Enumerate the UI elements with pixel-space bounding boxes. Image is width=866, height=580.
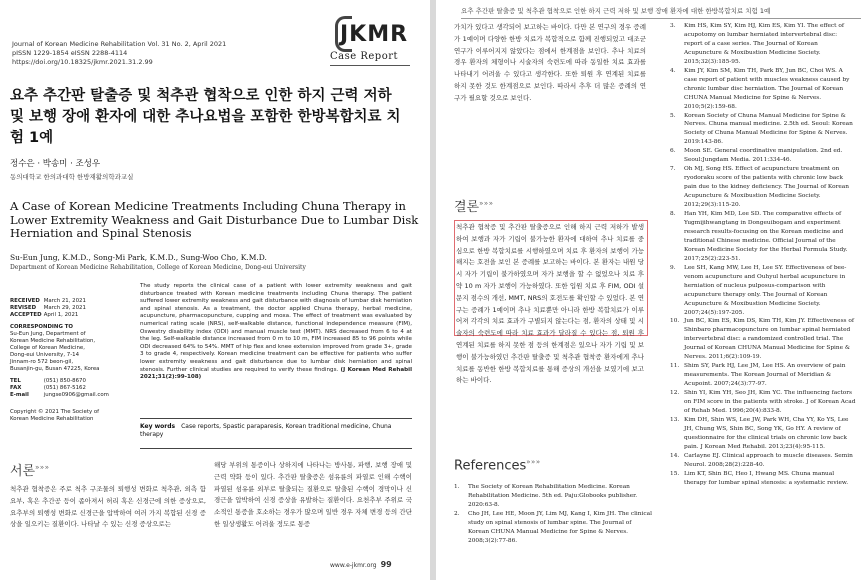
email-link[interactable]: jungse0906@gmail.com (43, 392, 109, 398)
corresponding-line: Dong-eui University, 7-14 (10, 352, 80, 358)
abstract-citation: (J Korean Med Rehabil 2021;31(2):99-108) (140, 366, 412, 381)
corresponding-line: Su-Eun Jung, Department of (10, 331, 86, 337)
reference-list-right (670, 22, 856, 488)
abstract-text: The study reports the clinical case of a patient with lower extremity weakness and gait disturbance treated with Korean medicine treatments including Chuna therapy. The patient suffered lower extremity weakness and gait disturbance with diagnosis of lumbar disk herniation and spinal stenosis. As a treatment, the doctor applied Chuna therapy, herbal medicine, acupuncture, pharmacopuncture, cupping and moxa. The effect of treatment was evaluated by numerical rating scale (NRS), self-walkable distance, functional independence measure (FIM), Oswestry disability index (ODI) and manual muscle test (MMT). NRS decreased from 6 to 4 at the leg. Self-walkable distance increased from 0 m to 10 m, FIM increased 85 to 96 points while ODI decreased 64% to 54%. MMT of hip flex and knee extension improved from grade 3+, grade 3 to grade 4, respectively. Korean medicine treatment can be effective for patients who suffer lower extremity weakness and gait disturbance due to lumbar disk herniation and spinal stenosis. Further clinical studies are required to verify these findings. (140, 283, 412, 373)
received-date: March 21, 2021 (43, 298, 86, 304)
reference-item: 15. Lim KT, Shin BC, Heo I, Hwang MS. Chuna manual therapy for lumbar spinal stenosis: a systematic review. (670, 470, 849, 486)
page-footer (330, 560, 392, 569)
article-meta (10, 298, 136, 423)
reference-list-left (454, 483, 652, 546)
heading-text: 서론 (10, 464, 36, 479)
heading-text: 결론 (454, 200, 480, 215)
copyright-line: Copyright © 2021 The Society of (10, 409, 100, 415)
footer-url[interactable]: www.e-jkmr.org (330, 562, 377, 569)
article-type: Case Report (330, 51, 399, 62)
section-heading-references: References»»» (454, 458, 541, 474)
english-authors: Su-Eun Jung, K.M.D., Song-Mi Park, K.M.D., Sung-Woo Cho, K.M.D. (10, 253, 267, 262)
reference-item: 12. Shin YI, Kim YH, Seo JH, Kim YC. The influencing factors on FIM score in the patients with stroke. J of Korean Acad of Rehab Med. 1996;20(4):833-8. (670, 390, 856, 414)
divider (330, 65, 410, 66)
reference-item: 5. Korean Society of Chuna Manual Medicine for Spine & Nerves. Chuna manual medicine. 2.5th ed. Seoul: Korean Society of Chuna Manual Medicine for Spine & Nerves. 2019:143-86. (670, 112, 853, 146)
intro-column-1: 척추관 협착증은 주로 척추 구조물의 퇴행성 변화로 척추관, 외측 함요부, 혹은 추간공 등이 좁아져서 허리 혹은 신경근에 의한 증상으로, 요추부의 퇴행성 변화로 신경근을 압박하여 여러 가지 복합된 신경 증상을 일으키는 질환이다. 나타날 수 있는 신경 증상으로는 (10, 485, 206, 529)
korean-title: 요추 추간판 탈출증 및 척추관 협착으로 인한 하지 근력 저하 및 보행 장애 환자에 대한 추나요법을 포함한 한방복합치료 치험 1예 (10, 88, 401, 146)
journal-info (12, 40, 226, 67)
running-head: 요추 추간판 탈출증 및 척추관 협착으로 인한 하지 근력 저하 및 보행 장애 환자에 대한 한방복합치료 치험 1예 (461, 6, 861, 19)
abstract (140, 283, 412, 382)
reference-item: 1. The Society of Korean Rehabilitation Medicine. Korean Rehabilitation Medicine. 5th ed. Paju:Globooks publisher. 2020:63-8. (454, 484, 638, 508)
email-label: E-mail (10, 392, 29, 398)
tel-label: TEL (10, 378, 21, 384)
tel-value: (051) 850-8670 (43, 378, 86, 384)
korean-affiliation: 동의대학교 한의과대학 한방재활의학과교실 (10, 173, 134, 181)
reference-item: 14. Carlayne EJ. Clinical approach to muscle diseases. Semin Neurol. 2008;28(2):228-40. (670, 452, 853, 468)
fax-value: (051) 867-5162 (43, 385, 86, 391)
reference-item: 4. Kim JY, Kim SM, Kim TH, Park BY, Jun BC, Choi WS. A case report of patient with muscles weakness caused by chronic lumbar disc herniation. The Journal of Korean CHUNA Manual Medicine for Spine & Nerves. 2010;5(2):159-68. (670, 67, 850, 110)
accepted-label: ACCEPTED (10, 312, 42, 318)
received-label: RECEIVED (10, 298, 40, 304)
reference-item: 7. Oh MJ, Song HS. Effect of acupuncture treatment on ryodoraku score of the patients with chronic low back pain due to the kidney deficiency. The Journal of Korean Acupuncture & Moxibustion Medicine Society. 2012;29(3):115-20. (670, 166, 849, 209)
corresponding-line: Korean Medicine Rehabilitation, (10, 338, 96, 344)
section-heading-conclusion: 결론»»» (454, 199, 494, 215)
page-number: 99 (380, 560, 392, 569)
heading-text: References (454, 458, 527, 474)
revised-label: REVISED (10, 305, 37, 311)
journal-info-line: pISSN 1229-1854 eISSN 2288-4114 (12, 49, 128, 57)
english-affiliation: Department of Korean Medicine Rehabilitation, College of Korean Medicine, Dong-eui University (10, 264, 306, 271)
intro-column-2: 해당 부위의 통증이나 상하지에 나타나는 방사통, 파행, 보행 장애 및 근력 약화 등이 있다. 추간판 탈출증은 섬유륜의 파열로 인해 수핵이 파열된 섬유륜 외부로 탈출되는 질환으로 탈출된 수핵이 경막이나 신경근을 압박하여 신경 증상을 유발하는 질환이다. 요천추부 주위로 국소적인 통증을 호소하는 경우가 많으며 일반 경우 자체 변경 등의 간단한 일상생활도 어려울 정도로 통증 (214, 461, 412, 528)
divider (140, 418, 412, 419)
reference-item: 2. Cho JH, Lee HE, Moon JY, Lim MJ, Kang I, Kim JH. The clinical study on spinal stenosis of lumbar spine. The Journal of Korean CHUNA Manual Medicine for Spine & Nerves. 2008;3(2):77-86. (454, 511, 652, 544)
journal-info-line: https://doi.org/10.18325/jkmr.2021.31.2.99 (12, 58, 153, 66)
corresponding-line: College of Korean Medicine, (10, 345, 85, 351)
divider (140, 448, 412, 449)
english-title: A Case of Korean Medicine Treatments Including Chuna Therapy in Lower Extremity Weakness and Gait Disturbance Due to Lumbar Disk Herniation and Spinal Stenosis (10, 199, 419, 240)
korean-authors: 정수은 · 박송미 · 조성우 (10, 159, 101, 169)
jkmr-logo: JKMR (340, 22, 409, 47)
reference-item: 11. Shim SY, Park HJ, Lee JM, Lee HS. An overview of pain measurements. The Korean Journal of Meridian & Acupoint. 2007;24(3):77-97. (670, 363, 846, 388)
discussion-end-text: 가치가 있다고 생각되어 보고하는 바이다. 다만 본 연구의 경우 증례가 1예이며 다양한 한방 치료가 복합적으로 함께 진행되었고 대조군 연구가 이루어지지 않았다는 점에서 한계점을 보인다. 추나 치료의 경우 환자의 체형이나 시술자의 숙련도에 따라 동일한 치료 효과를 나타내기 어려울 수 있다고 생각한다. 또한 퇴원 후 연계된 치료를 하지 못한 것도 한계점으로 보인다. 따라서 추후 더 많은 증례의 연구가 필요할 것으로 보인다. (454, 23, 646, 102)
conclusion-text: 척추관 협착증 및 추간판 탈출증으로 인해 하지 근력 저하가 발생하여 보행과 자가 기립이 불가능한 환자에 대하여 추나 치료를 중심으로 한방 복합치료를 시행하였으며 치료 후 환자의 보행이 가능해지는 호전을 보인 본 증례를 보고하는 바이다. 본 환자는 내원 당시 자가 기립이 불가하였으며 자가 보행을 할 수 없었으나 치료 후 약 10 m 자가 보행이 가능하였다. 또한 입원 치료 후 FIM, ODI 설문지 점수의 개선, MMT, NRS의 호전도를 확인할 수 있었다. 본 연구는 증례가 1예이며 추나 치료뿐만 아니라 한방 복합치료가 이루어져 각각의 치료 효과가 구별되지 않는다는 점, 환자의 상태 및 시술자의 숙련도에 따라 치료 효과가 달라질 수 있다는 점, 퇴원 후 연계된 치료를 하지 못한 점 등의 한계점은 있으나 자가 기립 및 보행이 불가능하였던 추간판 탈출증 및 척추관 협착증 환자에게 추나 치료를 동반한 한방 복합치료를 통해 증상의 개선을 보였기에 보고하는 바이다. (456, 223, 644, 385)
reference-item: 6. Moon SE. General coordinative manipulation. 2nd ed. Seoul:Jungdam Media. 2011:334-46. (670, 148, 843, 164)
corresponding-label: CORRESPONDING TO (10, 324, 74, 330)
corresponding-line: Busanjin-gu, Busan 47225, Korea (10, 366, 100, 372)
copyright-line: Korean Medicine Rehabilitation (10, 416, 94, 422)
revised-date: March 29, 2021 (43, 305, 86, 311)
reference-item: 10. Jun BC, Kim ES, Kim DS, Kim TH, Kim JY. Effectiveness of Shinbaro pharmacopuncture on lumbar spinal herniated intervertebral disc: a randomized controlled trial. The Journal of Korean CHUNA Manual Medicine for Spine & Nerves. 2011;6(2):109-19. (670, 318, 854, 361)
journal-info-line: Journal of Korean Medicine Rehabilitation Vol. 31 No. 2, April 2021 (12, 40, 227, 48)
corresponding-line: Jinnam-ro 572 beon-gil, (10, 359, 74, 365)
left-page (0, 0, 430, 580)
reference-item: 8. Han YH, Kim MD, Lee SD. The comparative effects of Yugmijihwangtang in Dongeuibogam and experiment research results-focusing on the Korean medicine and traditional Chinese medicine. Official Journal of the Korean Medicine Society for the Herbal Formula Study. 2017;25(2):223-51. (670, 211, 848, 262)
right-page (436, 0, 866, 580)
keywords-text: Case reports, Spastic paraparesis, Korean traditional medicine, Chuna therapy (140, 423, 392, 438)
accepted-date: April 1, 2021 (43, 312, 79, 318)
fax-label: FAX (10, 385, 22, 391)
reference-item: 13. Kim DH, Shin WS, Lee JW, Park WH, Cha YY, Ko YS, Lee JH, Chung WS, Shin BC, Song YK, Go HY. A review of questionnaire for the clinical trials on chronic low back pain. J Korean Med Rehabil. 2013;23(4):95-115. (670, 416, 849, 450)
reference-item: 3. Kim HS, Kim SY, Kim HJ, Kim ES, Kim YI. The effect of acupotomy on lumbar herniated intervertebral disc: report of a case series. The Journal of Korean Acupuncture & Moxibustion Medicine Society. 2015;32(3):185-95. (670, 23, 844, 65)
reference-item: 9. Lee SH, Kang MW, Lee H, Lee SY. Effectiveness of bee-venom acupuncture and Ouhyul herbal acupuncture in herniation of nucleus pulposus-comparison with acupuncture therapy only. The Journal of Korean Acupuncture & Moxibustion Medicine Society. 2007;24(5):197-205. (670, 264, 847, 316)
keywords-label: Key words (140, 423, 176, 430)
section-heading-intro: 서론»»» (10, 463, 50, 479)
keywords (140, 423, 412, 439)
